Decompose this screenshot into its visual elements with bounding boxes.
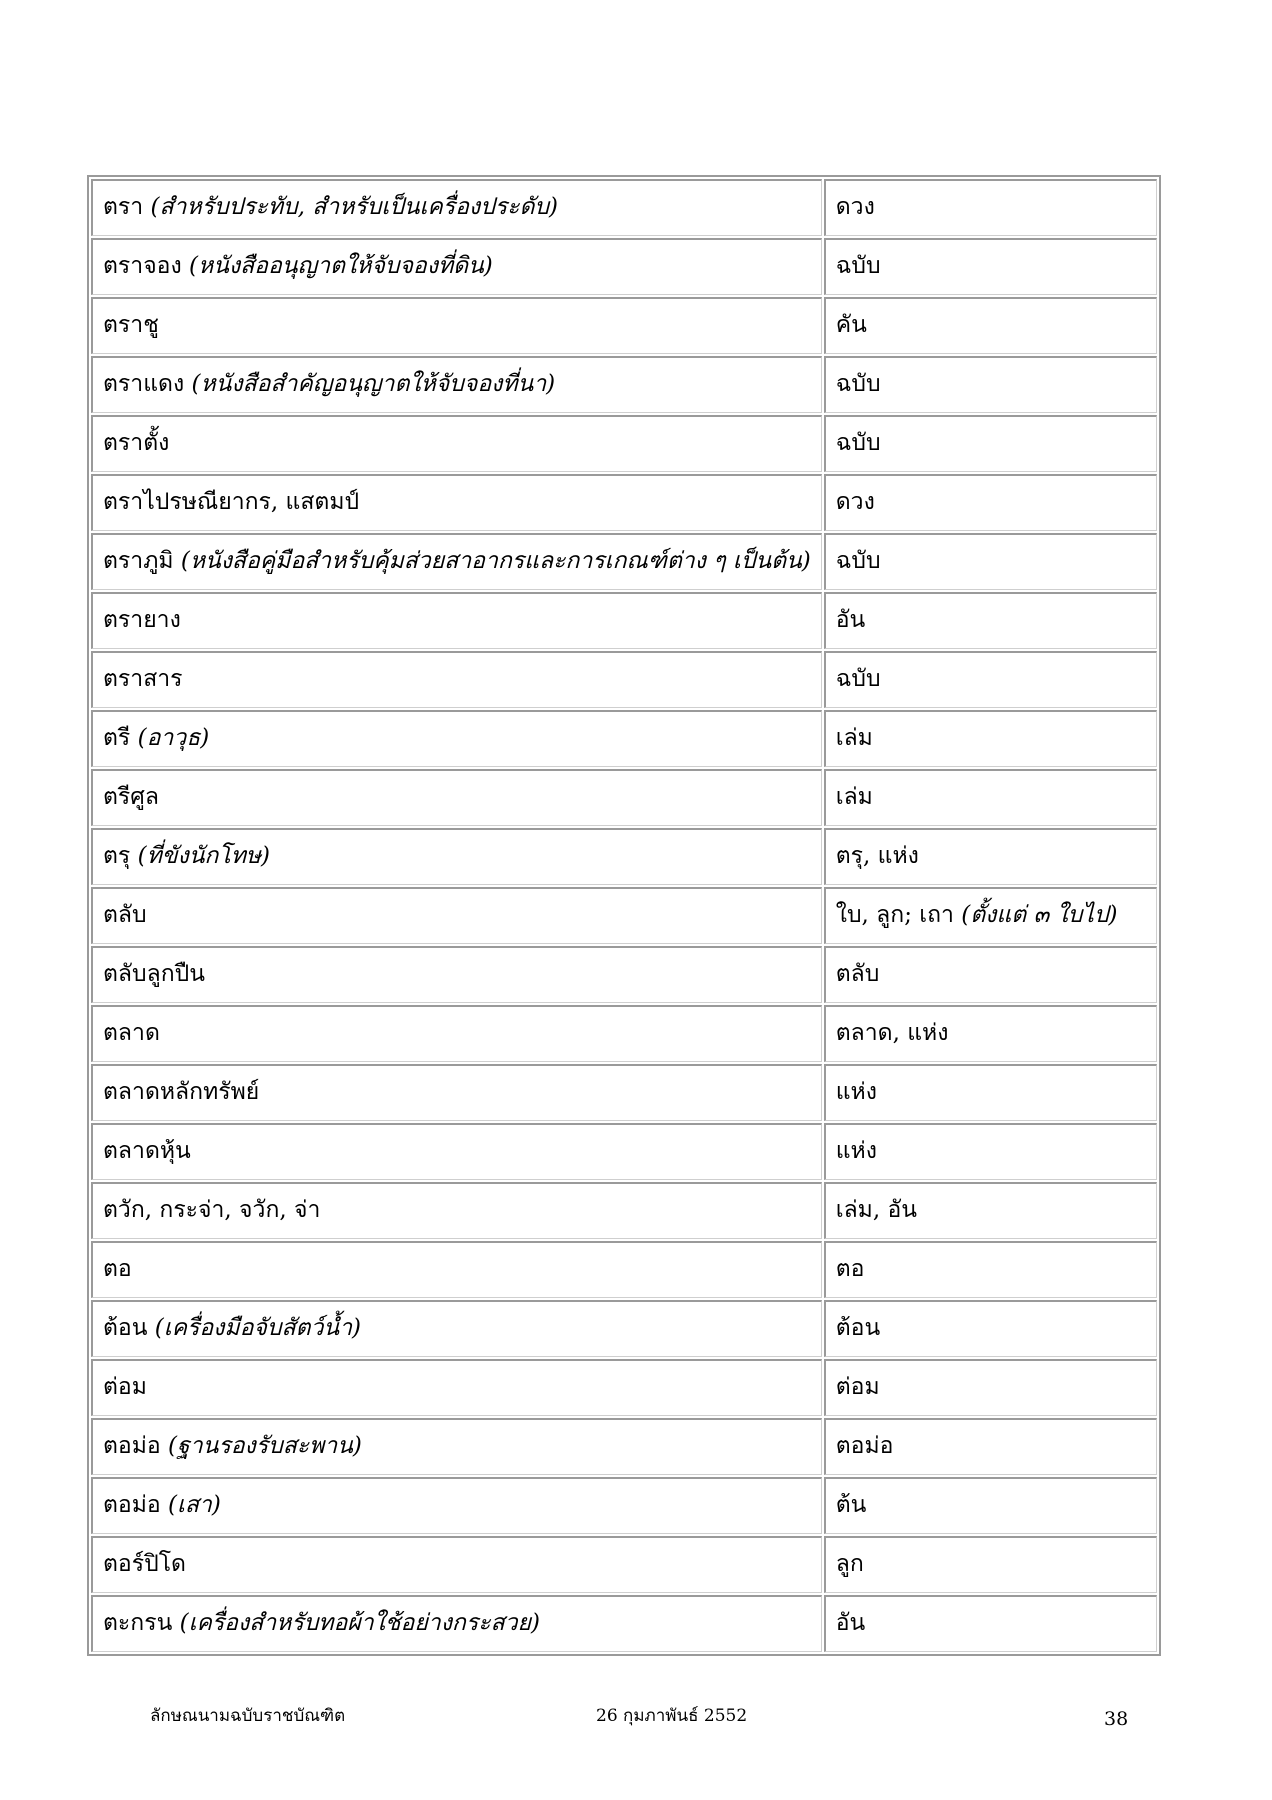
table-row [91,415,1157,472]
table-row [91,769,1157,826]
word-note: (เครื่องมือจับสัตว์น้ำ) [154,1315,361,1342]
classifier-cell [824,179,1157,236]
word-cell [91,1005,822,1062]
word-note: (สำหรับประทับ, สำหรับเป็นเครื่องประดับ) [150,194,558,221]
classifier-cell [824,1241,1157,1298]
word-note: (ที่ขังนักโทษ) [137,843,270,870]
classifier-cell [824,1005,1157,1062]
table-row [91,1005,1157,1062]
table-row [91,1536,1157,1593]
table-row [91,1182,1157,1239]
classifier-text: คัน [835,312,867,339]
classifier-text: ต่อม [835,1374,880,1401]
classifier-text: อัน [835,607,866,634]
classifier-text: ตอม่อ [835,1433,894,1460]
word-cell [91,946,822,1003]
word-text: ตลาดหลักทรัพย์ [103,1079,260,1106]
classifier-cell [824,415,1157,472]
classifier-text: แห่ง [835,1079,877,1106]
footer-date: 26 กุมภาพันธ์ 2552 [596,1706,748,1726]
classifier-text: ฉบับ [835,548,881,575]
word-text: ตรี [103,725,131,752]
word-text: ตอม่อ [103,1492,161,1519]
word-note: (เสา) [168,1492,221,1519]
table-row [91,1595,1157,1652]
table-row [91,1359,1157,1416]
table-row [91,828,1157,885]
word-text: ตรายาง [103,607,181,634]
word-cell [91,1477,822,1534]
classifier-cell [824,1123,1157,1180]
classifier-text: เล่ม [835,725,873,752]
word-cell [91,592,822,649]
word-cell [91,1359,822,1416]
word-text: ตลาด [103,1020,160,1047]
table-row [91,297,1157,354]
classifier-cell [824,1359,1157,1416]
word-cell [91,179,822,236]
word-cell [91,1536,822,1593]
classifier-cell [824,710,1157,767]
classifier-cell [824,828,1157,885]
word-note: (หนังสือสำคัญอนุญาตให้จับจองที่นา) [191,371,556,398]
word-cell [91,238,822,295]
classifier-text: ฉบับ [835,253,881,280]
classifier-cell [824,1182,1157,1239]
word-text: ต้อน [103,1315,148,1342]
classifier-cell [824,1064,1157,1121]
classifier-text: ดวง [835,194,875,221]
table-row [91,1241,1157,1298]
word-text: ตราตั้ง [103,430,170,457]
classifier-text: ต้น [835,1492,867,1519]
word-cell [91,474,822,531]
classifier-cell [824,474,1157,531]
classifier-text: เล่ม, อัน [835,1197,917,1224]
word-cell [91,297,822,354]
table-row [91,651,1157,708]
classifier-text: ต้อน [835,1315,881,1342]
classifier-text: ฉบับ [835,430,881,457]
classifier-cell [824,1477,1157,1534]
classifier-text: ตลาด, แห่ง [835,1020,949,1047]
word-note: (เครื่องสำหรับทอผ้าใช้อย่างกระสวย) [179,1610,540,1637]
word-cell [91,1595,822,1652]
classifier-text: แห่ง [835,1138,877,1165]
word-cell [91,1418,822,1475]
table-row [91,1418,1157,1475]
classifier-text: เล่ม [835,784,873,811]
table-row [91,946,1157,1003]
classifier-text: ตรุ, แห่ง [835,843,919,870]
word-text: ตราแดง [103,371,185,398]
classifier-text: ฉบับ [835,666,881,693]
classifier-cell [824,1595,1157,1652]
classifier-cell [824,356,1157,413]
word-text: ตราภูมิ [103,548,174,575]
word-text: ตราสาร [103,666,183,693]
table-row [91,533,1157,590]
word-cell [91,415,822,472]
word-text: ต่อม [103,1374,147,1401]
table-row [91,474,1157,531]
table-row [91,1064,1157,1121]
classifier-cell [824,1300,1157,1357]
classifier-cell [824,1536,1157,1593]
classifier-text: ตลับ [835,961,880,988]
table-row [91,238,1157,295]
classifier-text: ใบ, ลูก; เถา [835,902,954,929]
word-text: ตรีศูล [103,784,159,811]
word-note: (หนังสือคู่มือสำหรับคุ้มส่วยสาอากรและการเกณฑ์ต่าง ๆ เป็นต้น) [180,548,811,575]
classifier-cell [824,297,1157,354]
classifier-cell [824,946,1157,1003]
classifier-cell [824,533,1157,590]
word-cell [91,887,822,944]
classifier-table [87,175,1161,1656]
classifier-note: (ตั้งแต่ ๓ ใบไป) [961,902,1118,929]
footer-title: ลักษณนามฉบับราชบัณฑิต [150,1706,346,1726]
classifier-text: ตอ [835,1256,865,1283]
word-cell [91,769,822,826]
classifier-text: อัน [835,1610,866,1637]
word-cell [91,828,822,885]
word-text: ตรุ [103,843,131,870]
word-cell [91,710,822,767]
word-cell [91,1123,822,1180]
word-note: (ฐานรองรับสะพาน) [168,1433,362,1460]
word-cell [91,533,822,590]
table-body [91,179,1157,1652]
classifier-text: ดวง [835,489,875,516]
word-cell [91,1182,822,1239]
table-row [91,356,1157,413]
table-row [91,179,1157,236]
classifier-text: ลูก [835,1551,864,1578]
word-text: ตะกรน [103,1610,173,1637]
table-row [91,1477,1157,1534]
word-text: ตลับ [103,902,147,929]
word-text: ตรา [103,194,144,221]
page-number: 38 [1104,1708,1129,1730]
classifier-text: ฉบับ [835,371,881,398]
word-cell [91,651,822,708]
word-cell [91,1241,822,1298]
table-row [91,1300,1157,1357]
classifier-cell [824,769,1157,826]
classifier-cell [824,651,1157,708]
table-row [91,1123,1157,1180]
table-row [91,592,1157,649]
classifier-cell [824,1418,1157,1475]
word-text: ตราไปรษณียากร, แสตมป์ [103,489,360,516]
classifier-cell [824,592,1157,649]
word-cell [91,356,822,413]
word-text: ตราชู [103,312,159,339]
classifier-cell [824,887,1157,944]
word-text: ตอม่อ [103,1433,161,1460]
word-text: ตอร์ปิโด [103,1551,186,1578]
word-text: ตลาดหุ้น [103,1138,191,1165]
table-row [91,710,1157,767]
word-text: ตลับลูกปืน [103,961,205,988]
table-row [91,887,1157,944]
word-cell [91,1300,822,1357]
classifier-cell [824,238,1157,295]
word-note: (อาวุธ) [137,725,210,752]
word-text: ตราจอง [103,253,182,280]
word-note: (หนังสืออนุญาตให้จับจองที่ดิน) [189,253,493,280]
word-cell [91,1064,822,1121]
word-text: ตวัก, กระจ่า, จวัก, จ่า [103,1197,321,1224]
word-text: ตอ [103,1256,132,1283]
